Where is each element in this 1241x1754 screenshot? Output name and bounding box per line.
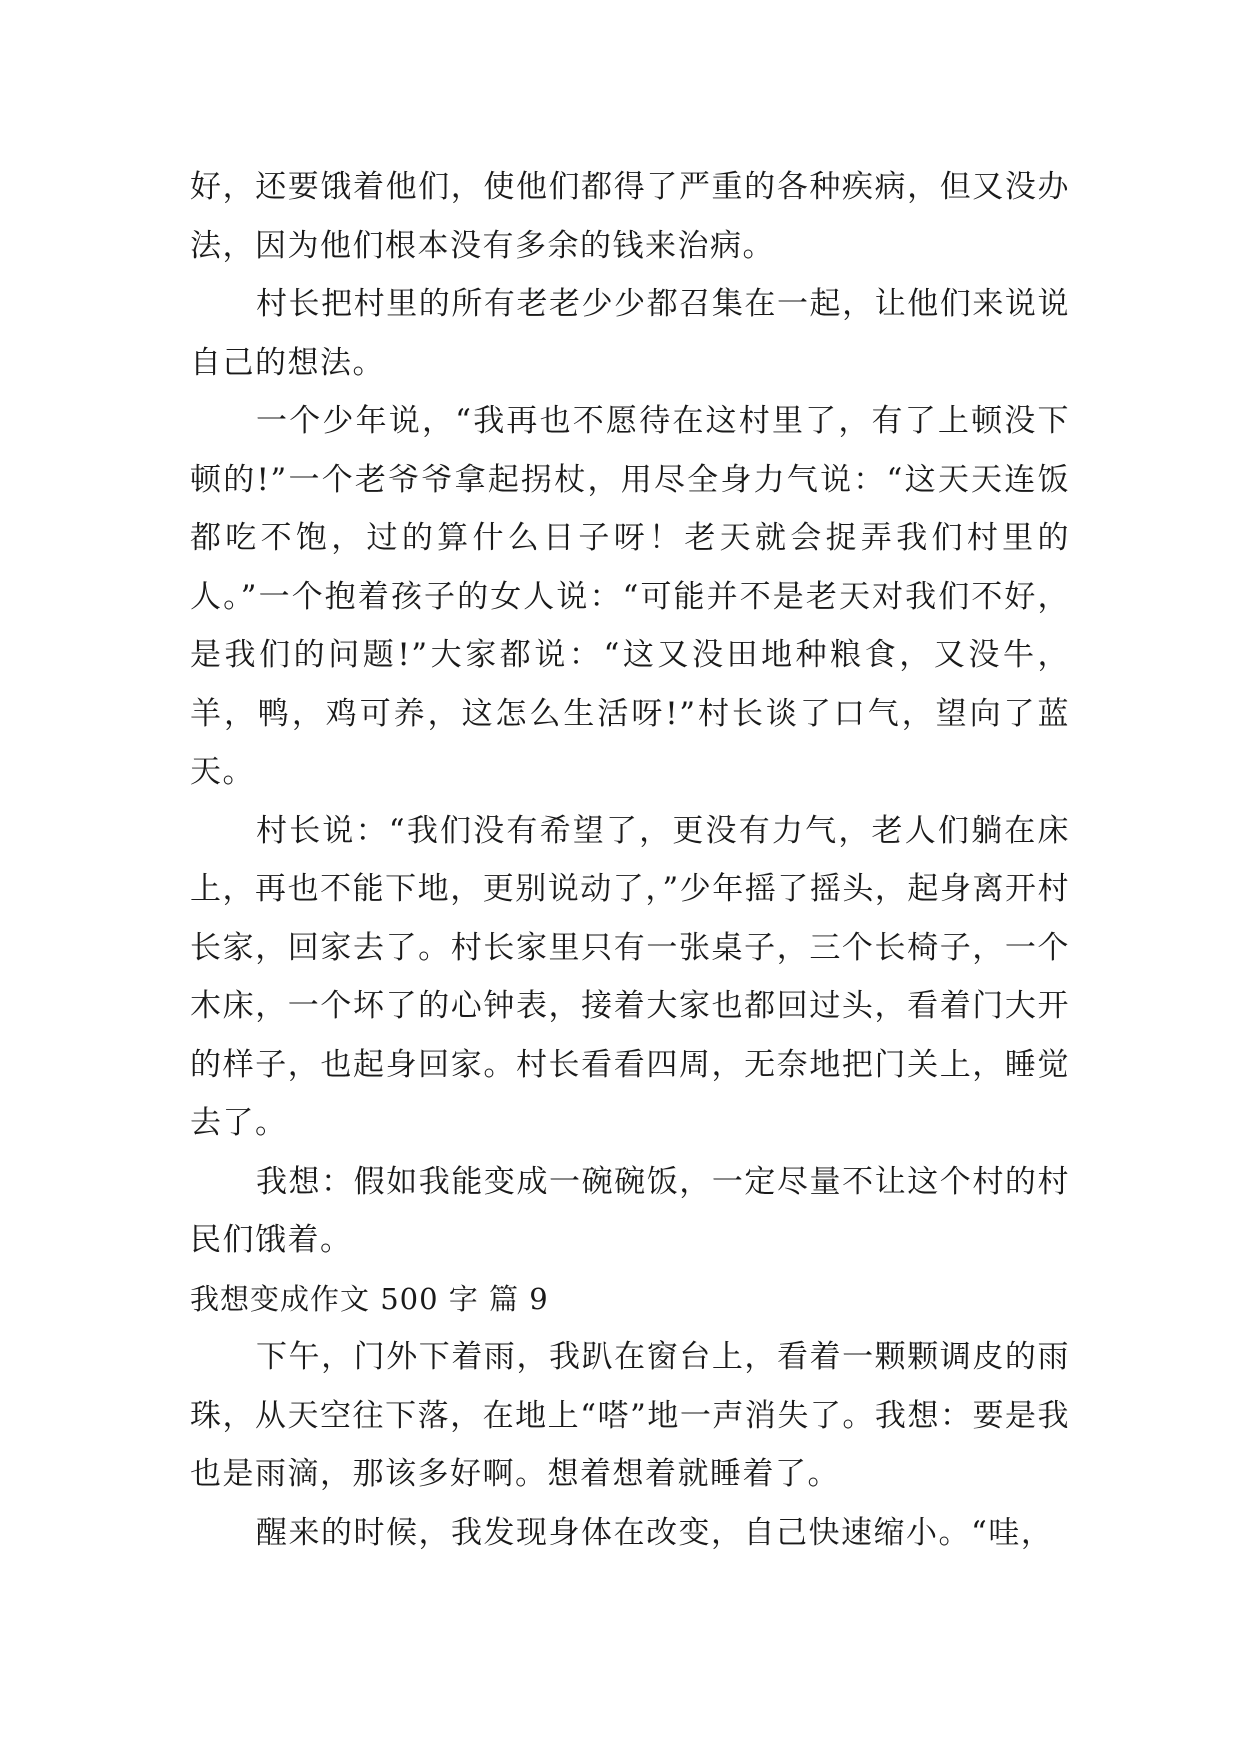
article-body <box>190 158 1070 1562</box>
paragraph-villagers-speak: 一个少年说，“我再也不愿待在这村里了，有了上顿没下顿的!”一个老爷爷拿起拐杖，用尽全身力气说：“这天天连饭都吃不饱，过的算什么日子呀！老天就会捉弄我们村里的人。”一个抱着孩子的女人说：“可能并不是老天对我们不好，是我们的问题!”大家都说：“这又没田地种粮食，又没牛，羊，鸭，鸡可养，这怎么生活呀!”村长谈了口气，望向了蓝天。 <box>190 403 1070 790</box>
paragraph-continuation: 好，还要饿着他们，使他们都得了严重的各种疾病，但又没办法，因为他们根本没有多余的钱来治病。 <box>190 169 1070 264</box>
paragraph-chief-speaks: 村长说：“我们没有希望了，更没有力气，老人们躺在床上，再也不能下地，更别说动了，”少年摇了摇头，起身离开村长家，回家去了。村长家里只有一张桌子，三个长椅子，一个木床，一个坏了的心钟表，接着大家也都回过头，看着门大开的样子，也起身回家。村长看看四周，无奈地把门关上，睡觉去了。 <box>190 812 1070 1141</box>
paragraph-waking-up: 醒来的时候，我发现身体在改变，自己快速缩小。“哇， <box>256 1514 1054 1551</box>
paragraph-village-meeting: 村长把村里的所有老老少少都召集在一起，让他们来说说自己的想法。 <box>190 286 1070 381</box>
paragraph-rain-afternoon: 下午，门外下着雨，我趴在窗台上，看着一颗颗调皮的雨珠，从天空往下落，在地上“嗒”地一声消失了。我想：要是我也是雨滴，那该多好啊。想着想着就睡着了。 <box>190 1339 1070 1492</box>
paragraph-wish-rice: 我想：假如我能变成一碗碗饭，一定尽量不让这个村的村民们饿着。 <box>190 1163 1070 1258</box>
section-heading: 我想变成作文 500 字 篇 9 <box>190 1281 549 1316</box>
